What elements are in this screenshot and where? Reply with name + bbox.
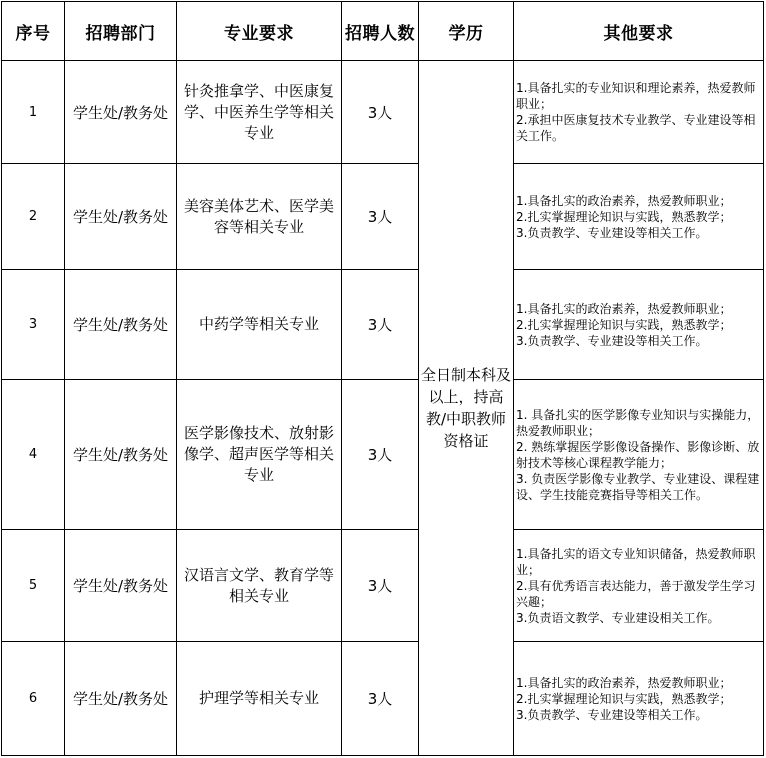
row-count: 3人: [342, 61, 419, 164]
requirement-line: 1.具备扎实的政治素养，热爱教师职业；: [516, 675, 732, 690]
row-count: 3人: [342, 270, 419, 380]
row-count: 3人: [342, 530, 419, 642]
row-major: 中药学等相关专业: [177, 270, 342, 380]
row-other-requirements: [514, 270, 764, 380]
requirement-line: 2.具有优秀语言表达能力，善于激发学生学习兴趣；: [516, 578, 756, 609]
row-count: 3人: [342, 642, 419, 756]
header-index: 序号: [2, 2, 65, 61]
row-major: 汉语言文学、教育学等相关专业: [177, 530, 342, 642]
row-major: 针灸推拿学、中医康复学、中医养生学等相关专业: [177, 61, 342, 164]
row-index: 5: [2, 530, 65, 642]
row-count: 3人: [342, 164, 419, 270]
header-count: 招聘人数: [342, 2, 419, 61]
row-department: 学生处/教务处: [65, 270, 177, 380]
table-row: [2, 642, 764, 756]
requirement-line: 2.扎实掌握理论知识与实践，熟悉教学；: [516, 317, 732, 332]
recruitment-table: [1, 1, 764, 756]
header-education: 学历: [419, 2, 514, 61]
requirement-line: 1.具备扎实的政治素养，热爱教师职业；: [516, 193, 732, 208]
requirement-line: 1.具备扎实的政治素养，热爱教师职业；: [516, 301, 732, 316]
row-department: 学生处/教务处: [65, 380, 177, 530]
requirement-line: 3.负责教学、专业建设等相关工作。: [516, 225, 708, 240]
header-row: [2, 2, 764, 61]
requirement-line: 1. 具备扎实的医学影像专业知识与实操能力，热爱教师职业；: [516, 407, 760, 438]
row-other-requirements: [514, 530, 764, 642]
row-index: 2: [2, 164, 65, 270]
row-department: 学生处/教务处: [65, 61, 177, 164]
row-other-requirements: [514, 380, 764, 530]
row-department: 学生处/教务处: [65, 530, 177, 642]
requirement-line: 3.负责教学、专业建设等相关工作。: [516, 333, 708, 348]
header-major: 专业要求: [177, 2, 342, 61]
row-index: 3: [2, 270, 65, 380]
row-count: 3人: [342, 380, 419, 530]
requirement-line: 1.具备扎实的语文专业知识储备，热爱教师职业；: [516, 546, 756, 577]
education-requirement: 全日制本科及以上，持高教/中职教师资格证: [419, 61, 514, 756]
row-other-requirements: [514, 61, 764, 164]
header-department: 招聘部门: [65, 2, 177, 61]
row-major: 美容美体艺术、医学美容等相关专业: [177, 164, 342, 270]
row-department: 学生处/教务处: [65, 164, 177, 270]
row-department: 学生处/教务处: [65, 642, 177, 756]
requirement-line: 2.扎实掌握理论知识与实践，熟悉教学；: [516, 691, 732, 706]
header-other: 其他要求: [514, 2, 764, 61]
row-index: 1: [2, 61, 65, 164]
table-row: [2, 270, 764, 380]
requirement-line: 1.具备扎实的专业知识和理论素养，热爱教师职业；: [516, 81, 756, 111]
table-row: [2, 164, 764, 270]
row-major: 医学影像技术、放射影像学、超声医学等相关专业: [177, 380, 342, 530]
requirement-line: 2. 熟练掌握医学影像设备操作、影像诊断、放射技术等核心课程教学能力；: [516, 439, 760, 470]
table-row: [2, 530, 764, 642]
row-index: 4: [2, 380, 65, 530]
row-other-requirements: [514, 164, 764, 270]
requirement-line: 2.扎实掌握理论知识与实践，熟悉教学；: [516, 209, 732, 224]
row-other-requirements: [514, 642, 764, 756]
row-major: 护理学等相关专业: [177, 642, 342, 756]
requirement-line: 2.承担中医康复技术专业教学、专业建设等相关工作。: [516, 113, 756, 143]
table-row: [2, 380, 764, 530]
row-index: 6: [2, 642, 65, 756]
requirement-line: 3.负责语文教学、专业建设相关工作。: [516, 610, 720, 625]
table-row: [2, 61, 764, 164]
requirement-line: 3.负责教学、专业建设等相关工作。: [516, 707, 708, 722]
requirement-line: 3. 负责医学影像专业教学、专业建设、课程建设、学生技能竞赛指导等相关工作。: [516, 471, 760, 502]
